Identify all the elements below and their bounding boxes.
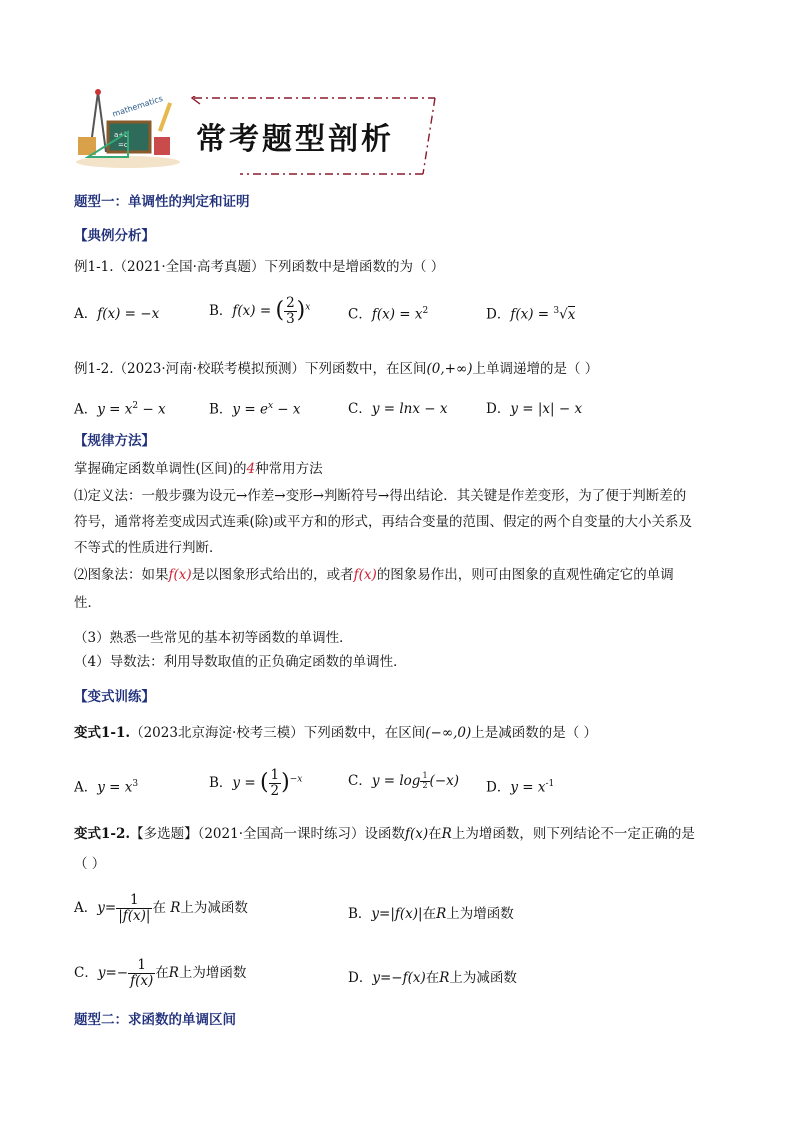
method-2-line-2: 性． — [74, 595, 101, 611]
label-example: 【典例分析】 — [74, 228, 155, 244]
section-title-2: 题型二：求函数的单调区间 — [74, 1012, 236, 1028]
pr2-option-a: A．y= $\frac{1}{|f(x)|}$ 在 R上为减函数 — [74, 892, 248, 924]
method-3: （3）熟悉一些常见的基本初等函数的单调性． — [74, 630, 353, 646]
pr1-option-b: B．y = ( $\frac{1}{2}$ )$^{-x}$ — [209, 767, 303, 799]
math-logo — [68, 82, 188, 172]
practice-1-2-paren: （ ） — [74, 856, 106, 872]
section-title-1: 题型一：单调性的判定和证明 — [74, 194, 250, 210]
method-intro: 掌握确定函数单调性(区间)的4种常用方法 — [74, 461, 323, 477]
pr2-option-b: B．y=|f(x)|在R上为增函数 — [348, 906, 514, 922]
example-1-1-stem: 例1-1.（2021·全国·高考真题）下列函数中是增函数的为（ ） — [74, 259, 445, 275]
method-1-line-2: 符号，通常将差变成因式连乘(除)或平方和的形式，再结合变量的范围、假定的两个自变量的大小关系及 — [74, 514, 693, 530]
method-1-line-3: 不等式的性质进行判断． — [74, 540, 223, 556]
banner-title: 常考题型剖析 — [196, 122, 394, 157]
ex1-option-a: A．f(x) = −x — [74, 306, 160, 322]
ex2-option-c: C．y = lnx − x — [348, 401, 448, 417]
pr2-option-c: C．y=− $\frac{1}{f(x)}$ 在R上为增函数 — [74, 957, 247, 989]
method-4: （4）导数法：利用导数取值的正负确定函数的单调性． — [74, 654, 407, 670]
math-illustration-icon — [68, 82, 188, 172]
practice-1-2-stem: 变式1-2.【多选题】（2021·全国高一课时练习）设函数f(x)在R上为增函数，则下列结论不一定正确的是 — [74, 826, 695, 842]
method-2-line-1: ⑵图象法：如果f(x)是以图象形式给出的，或者f(x)的图象易作出，则可由图象的直观性确定它的单调 — [74, 567, 674, 583]
pr2-option-d: D．y=−f(x)在R上为减函数 — [348, 970, 517, 986]
logo-word: mathematics — [111, 93, 164, 119]
ex2-option-b: B．$y = e^x - x$ — [209, 401, 301, 418]
svg-text:a+b: a+b — [114, 131, 129, 139]
ex1-option-d: D．f(x) = $^3$√x — [486, 306, 576, 323]
ex1-option-c: C．$f(x) = x^2$ — [348, 306, 429, 323]
ex2-option-d: D．y = |x| − x — [486, 401, 583, 417]
method-1-line-1: ⑴定义法：一般步骤为设元→作差→变形→判断符号→得出结论．其关键是作差变形，为了便于判断差的 — [74, 488, 687, 504]
svg-text:=c: =c — [118, 141, 128, 149]
pr1-option-d: D．$y = x^{-1}$ — [486, 779, 555, 796]
practice-1-1-stem: 变式1-1.（2023北京海淀·校考三模）下列函数中，在区间(−∞,0)上是减函数的是（ ） — [74, 725, 598, 741]
label-method: 【规律方法】 — [74, 433, 155, 449]
example-1-2-stem: 例1-2.（2023·河南·校联考模拟预测）下列函数中，在区间(0,+∞)上单调递增的是（ ） — [74, 361, 599, 377]
ex1-option-b: B．f(x) = ( $\frac{2}{3}$ )$^x$ — [209, 295, 311, 327]
pr1-option-a: A．$y = x^3$ — [74, 779, 139, 796]
label-practice: 【变式训练】 — [74, 689, 155, 705]
pr1-option-c: C．y = log $\frac{1}{2}$ (−x) — [348, 771, 460, 790]
ex2-option-a: A．$y = x^2 - x$ — [74, 401, 166, 418]
